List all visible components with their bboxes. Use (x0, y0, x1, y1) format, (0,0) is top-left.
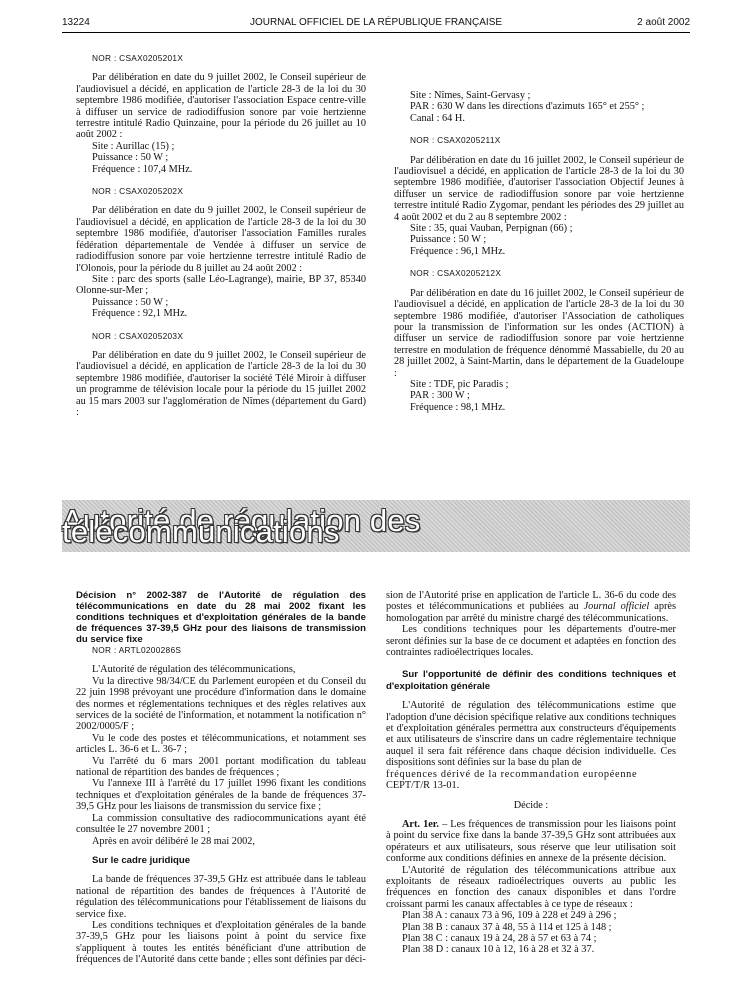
notice-frequency: Fréquence : 107,4 MHz. (92, 163, 193, 175)
section-heading: Sur l'opportunité de définir des conditions techniques et d'exploitation générale (386, 669, 676, 692)
nor-reference: NOR : CSAX0205212X (410, 268, 502, 279)
section-heading: Sur le cadre juridique (92, 854, 191, 866)
decide-heading: Décide : (513, 799, 549, 811)
right-bottom-column (386, 590, 676, 956)
notice-site: Site : Aurillac (15) ; (92, 140, 175, 152)
notice-text: Par délibération en date du 9 juillet 2002, le Conseil supérieur de l'audiovisuel a décidé, en application de l'article 28-3 de la loi du 30 septembre 1986 modifiée, d'autoriser la société Télé Miroir à diffuser un programme de télévision locale pour la période du 15 juillet 2002 au 15 mars 2003 sur l'agglomération de Nîmes (département du Gard) : (76, 349, 366, 418)
paragraph: Les conditions techniques pour les départements d'outre-mer seront définies sur la base de ce document et adaptées en fonction des contraintes radioélectriques locales. (386, 624, 676, 659)
notice-text: Par délibération en date du 16 juillet 2002, le Conseil supérieur de l'audiovisuel a décidé, en application de l'article 28-3 de la loi du 30 septembre 1986 modifiée, d'autoriser l'Association de catholiques pour la transmission de l'information sur les ondes (ACTION) à diffuser un service de radiodiffusion sonore par voie hertzienne terrestre en modulation de fréquence dénommé Massabielle, du 20 au 28 juillet 2002, à Saint-Martin, dans le département de la Guadeloupe : (394, 287, 684, 379)
channel-site: Site : Nîmes, Saint-Gervasy ; (410, 90, 531, 101)
plan-item: Plan 38 A : canaux 73 à 96, 109 à 228 et 249 à 296 ; (402, 910, 617, 922)
notice-power: Puissance : 50 W ; (410, 234, 487, 246)
notice-power: Puissance : 50 W ; (92, 296, 169, 308)
paragraph-line: CEPT/T/R 13-01. (386, 780, 460, 792)
paragraph (386, 590, 676, 624)
article-one (386, 819, 676, 865)
nor-reference: NOR : CSAX0205201X (92, 53, 184, 63)
paragraph: Vu la directive 98/34/CE du Parlement européen et du Conseil du 22 juin 1998 prévoyant une procédure d'information dans le domaine des normes et réglementations techniques et des règles relatives aux services de la société de l'information, et notamment la notification n° 2002/0005/F ; (76, 675, 366, 733)
paragraph: La bande de fréquences 37-39,5 GHz est attribuée dans le tableau national de répartition des bandes de fréquences à l'Autorité de régulation des télécommunications pour l'établissement de liaisons du service fixe. (76, 874, 366, 920)
notice-text: Par délibération en date du 9 juillet 2002, le Conseil supérieur de l'audiovisuel a décidé, en application de l'article 28-3 de la loi du 30 septembre 1986 modifiée, d'autoriser l'association Familles rurales fédération départementale de Vendée à diffuser un service de radiodiffusion sonore par voie hertzienne terrestre intitulé Radio de l'Olonois, pour la période du 8 juillet au 24 août 2002 : (76, 205, 366, 274)
paragraph: La commission consultative des radiocommunications ayant été consultée le 27 novembre 2001 ; (76, 812, 366, 836)
paragraph: L'Autorité de régulation des télécommunications attribue aux exploitants de réseaux radioélectriques ouverts au public les fréquences en fonction des canaux disponibles et dans l'ordre croissant parmi les canaux affectables à ce type de réseaux : (386, 864, 676, 910)
paragraph: Les conditions techniques et d'exploitation générales de la bande 37-39,5 GHz pour les liaisons point à point du service fixe s'appliquent à toutes les entités bénéficiant d'une attribution de fréquences de l'Autorité dans cette bande ; elles sont définies par déci- (76, 919, 366, 966)
paragraph: Vu le code des postes et télécommunications, et notamment ses articles L. 36-6 et L. 36-7 ; (76, 732, 366, 756)
plan-item: Plan 38 B : canaux 37 à 48, 55 à 114 et 125 à 148 ; (402, 921, 612, 933)
page-header (62, 17, 690, 31)
nor-reference: NOR : CSAX0205202X (92, 186, 184, 197)
journal-title: JOURNAL OFFICIEL DE LA RÉPUBLIQUE FRANÇAISE (249, 17, 503, 28)
notice-site: Site : TDF, pic Paradis ; (410, 378, 509, 390)
notice-power: PAR : 300 W ; (410, 390, 470, 402)
article-text: – Les fréquences de transmission pour les liaisons point à point du service fixe dans la bande 37-39,5 GHz sont attribuées aux opérateurs et aux utilisateurs, sous réserve que leur utilisation soit conforme aux conditions définies en annexe de la présente décision. (386, 818, 676, 865)
nor-reference: NOR : ARTL0200286S (92, 645, 182, 655)
notice-frequency: Fréquence : 96,1 MHz. (410, 245, 506, 257)
article-label: Art. 1er. (402, 818, 439, 830)
nor-reference: NOR : CSAX0205211X (410, 135, 501, 146)
left-bottom-column (76, 590, 366, 966)
plan-item: Plan 38 C : canaux 19 à 24, 28 à 57 et 63 à 74 ; (402, 932, 597, 944)
header-rule (62, 32, 690, 33)
nor-reference: NOR : CSAX0205203X (92, 330, 184, 341)
banner-title: Autorité de régulation des télécommunications (62, 502, 421, 549)
notice-site: Site : 35, quai Vauban, Perpignan (66) ; (410, 223, 573, 235)
notice-power: Puissance : 50 W ; (92, 152, 169, 164)
paragraph: L'Autorité de régulation des télécommunications estime que l'adoption d'une décision spécifique relative aux conditions techniques et d'exploitation générales permettra aux constructeurs d'équipements et aux utilisateurs de s'inscrire dans un cadre réglementaire technique auquel il sera fait référence dans chaque décision individuelle. Ces dispositions sont définies sur la base du plan de (386, 700, 676, 769)
issue-date: 2 août 2002 (637, 17, 690, 28)
paragraph: Après en avoir délibéré le 28 mai 2002, (92, 835, 255, 847)
decision-title: Décision n° 2002-387 de l'Autorité de régulation des télécommunications en date du 28 mai 2002 fixant les conditions techniques et d'exploitation générales de la bande de fréquences 37-39,5 GHz pour des liaisons de transmission du service fixe (76, 590, 366, 645)
plan-item: Plan 38 D : canaux 10 à 12, 16 à 28 et 32 à 37. (402, 944, 595, 956)
left-top-column (76, 53, 366, 418)
channel-number: Canal : 64 H. (410, 112, 465, 124)
channel-par: PAR : 630 W dans les directions d'azimuts 165° et 255° ; (410, 101, 645, 113)
notice-site: Site : parc des sports (salle Léo-Lagrange), mairie, BP 37, 85340 Olonne-sur-Mer ; (76, 273, 366, 297)
paragraph-line: fréquences dérivé de la recommandation européenne (386, 768, 638, 780)
notice-frequency: Fréquence : 98,1 MHz. (410, 401, 506, 413)
notice-frequency: Fréquence : 92,1 MHz. (92, 308, 188, 320)
paragraph: Vu l'arrêté du 6 mars 2001 portant modification du tableau national de répartition des bandes de fréquences ; (76, 755, 366, 779)
right-top-column (394, 90, 684, 413)
text-run: sion de l'Autorité prise en application de l'article L. 36-6 du code des postes et télécommunications et publiées au (386, 590, 676, 613)
page-number: 13224 (62, 17, 90, 28)
journal-reference: Journal officiel (583, 601, 650, 613)
notice-text: Par délibération en date du 16 juillet 2002, le Conseil supérieur de l'audiovisuel a décidé, en application de l'article 28-3 de la loi du 30 septembre 1986 modifiée, d'autoriser l'association Objectif Jeunes à diffuser un service de radiodiffusion sonore par voie hertzienne terrestre intitulé Radio Zygomar, pendant les périodes des 29 juillet au 4 août 2002 et du 2 au 8 septembre 2002 : (394, 154, 684, 223)
paragraph: Vu l'annexe III à l'arrêté du 17 juillet 1996 fixant les conditions techniques et d'exploitation générales de la bande de fréquences 37-39,5 GHz pour les liaisons de transmission du service fixe ; (76, 778, 366, 813)
text-run: après homologation par arrêté du ministre chargé des télécommunications. (386, 601, 676, 624)
section-banner (62, 500, 690, 552)
paragraph: L'Autorité de régulation des télécommunications, (92, 664, 296, 676)
notice-text: Par délibération en date du 9 juillet 2002, le Conseil supérieur de l'audiovisuel a décidé, en application de l'article 28-3 de la loi du 30 septembre 1986 modifiée, d'autoriser l'association Espace centre-ville à diffuser un service de radiodiffusion sonore par voie hertzienne terrestre intitulé Radio Quinzaine, pour la période du 26 juillet au 10 août 2002 : (76, 72, 366, 141)
